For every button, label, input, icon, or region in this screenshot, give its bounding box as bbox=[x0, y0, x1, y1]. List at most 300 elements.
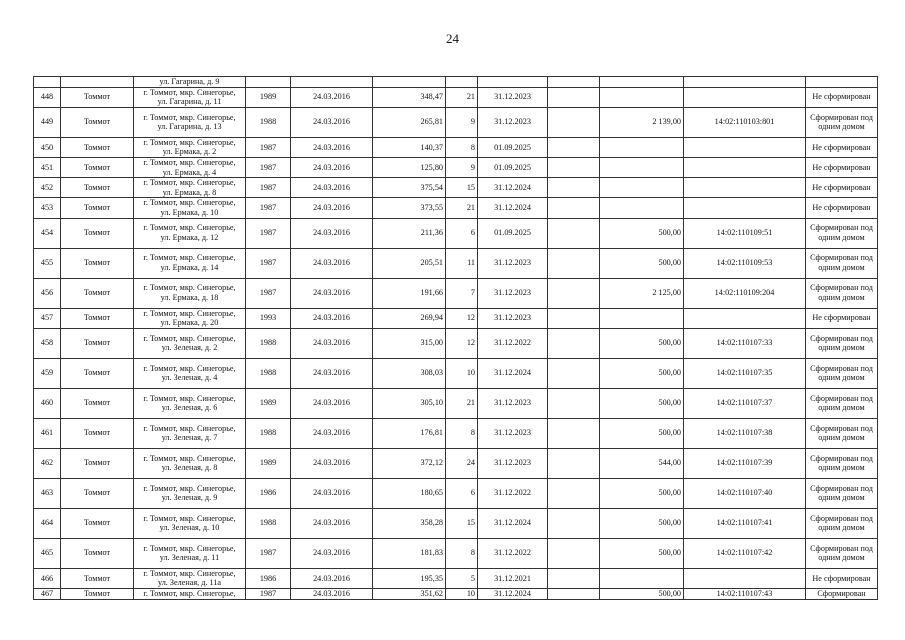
land-area-cell: 500,00 bbox=[600, 588, 684, 599]
land-area-cell: 500,00 bbox=[600, 248, 684, 278]
date-cell: 24.03.2016 bbox=[291, 478, 373, 508]
status-cell: Не сформирован bbox=[806, 157, 878, 177]
city-cell: Томмот bbox=[61, 87, 134, 107]
date-cell: 24.03.2016 bbox=[291, 157, 373, 177]
empty-cell bbox=[548, 358, 600, 388]
land-area-cell bbox=[600, 568, 684, 588]
table-row bbox=[34, 388, 878, 418]
deadline-cell: 31.12.2022 bbox=[478, 538, 548, 568]
year-cell: 1988 bbox=[246, 328, 291, 358]
address-line-2: ул. Ермака, д. 10 bbox=[160, 207, 219, 217]
cadastral-cell: 14:02:110107:37 bbox=[684, 388, 806, 418]
people-cell: 10 bbox=[446, 588, 478, 599]
city-cell: Томмот bbox=[61, 508, 134, 538]
address-line-1: г. Томмот, мкр. Синегорье, bbox=[143, 223, 236, 233]
date-cell: 24.03.2016 bbox=[291, 588, 373, 599]
date-cell: 24.03.2016 bbox=[291, 448, 373, 478]
city-cell: Томмот bbox=[61, 418, 134, 448]
date-cell: 24.03.2016 bbox=[291, 218, 373, 248]
address-line-1: г. Томмот, мкр. Синегорье, bbox=[143, 588, 236, 598]
cadastral-cell: 14:02:110107:41 bbox=[684, 508, 806, 538]
address-cell bbox=[134, 358, 246, 388]
land-area-cell bbox=[600, 87, 684, 107]
city-cell: Томмот bbox=[61, 248, 134, 278]
city-cell: Томмот bbox=[61, 107, 134, 137]
address-line-2: ул. Гагарина, д. 13 bbox=[157, 122, 222, 132]
date-cell: 24.03.2016 bbox=[291, 87, 373, 107]
row-number-cell: 462 bbox=[34, 448, 61, 478]
city-cell: Томмот bbox=[61, 218, 134, 248]
land-area-cell bbox=[600, 308, 684, 328]
year-cell: 1988 bbox=[246, 358, 291, 388]
row-number-cell: 456 bbox=[34, 278, 61, 308]
table-row bbox=[34, 418, 878, 448]
year-cell: 1989 bbox=[246, 448, 291, 478]
row-number-cell: 465 bbox=[34, 538, 61, 568]
deadline-cell: 01.09.2025 bbox=[478, 157, 548, 177]
status-cell: Сформирован под одним домом bbox=[806, 478, 878, 508]
empty-cell bbox=[548, 568, 600, 588]
land-area-cell: 500,00 bbox=[600, 388, 684, 418]
land-area-cell: 544,00 bbox=[600, 448, 684, 478]
empty-cell bbox=[548, 478, 600, 508]
land-area-cell bbox=[600, 198, 684, 218]
people-cell: 7 bbox=[446, 278, 478, 308]
address-line-2: ул. Ермака, д. 2 bbox=[162, 147, 217, 157]
empty-cell bbox=[548, 388, 600, 418]
table-row bbox=[34, 137, 878, 157]
land-area-cell: 500,00 bbox=[600, 218, 684, 248]
status-cell: Сформирован под одним домом bbox=[806, 107, 878, 137]
address-cell bbox=[134, 137, 246, 157]
area-cell: 375,54 bbox=[373, 178, 446, 198]
deadline-cell: 31.12.2023 bbox=[478, 87, 548, 107]
table-row bbox=[34, 198, 878, 218]
land-area-cell: 500,00 bbox=[600, 328, 684, 358]
address-cell bbox=[134, 248, 246, 278]
row-number-cell: 449 bbox=[34, 107, 61, 137]
year-cell: 1987 bbox=[246, 588, 291, 599]
deadline-cell: 31.12.2023 bbox=[478, 388, 548, 418]
city-cell: Томмот bbox=[61, 358, 134, 388]
status-cell: Не сформирован bbox=[806, 198, 878, 218]
row-number-cell: 454 bbox=[34, 218, 61, 248]
table-row bbox=[34, 278, 878, 308]
address-line-1: г. Томмот, мкр. Синегорье, bbox=[143, 87, 236, 97]
status-cell: Сформирован под одним домом bbox=[806, 448, 878, 478]
address-line-1: г. Томмот, мкр. Синегорье, bbox=[143, 283, 236, 293]
people-cell: 12 bbox=[446, 308, 478, 328]
address-line-1: г. Томмот, мкр. Синегорье, bbox=[143, 333, 236, 343]
people-cell: 5 bbox=[446, 568, 478, 588]
area-cell: 373,55 bbox=[373, 198, 446, 218]
year-cell: 1988 bbox=[246, 107, 291, 137]
row-number-cell: 448 bbox=[34, 87, 61, 107]
deadline-cell: 31.12.2024 bbox=[478, 178, 548, 198]
land-area-cell bbox=[600, 77, 684, 88]
year-cell: 1988 bbox=[246, 508, 291, 538]
address-line-1: г. Томмот, мкр. Синегорье, bbox=[143, 423, 236, 433]
date-cell: 24.03.2016 bbox=[291, 308, 373, 328]
deadline-cell: 31.12.2023 bbox=[478, 107, 548, 137]
table-row bbox=[34, 87, 878, 107]
area-cell: 351,62 bbox=[373, 588, 446, 599]
address-line-2: ул. Зеленая, д. 6 bbox=[161, 403, 218, 413]
housing-registry-table bbox=[33, 76, 878, 600]
address-line-2: ул. Ермака, д. 8 bbox=[162, 187, 217, 197]
land-area-cell bbox=[600, 178, 684, 198]
city-cell: Томмот bbox=[61, 137, 134, 157]
deadline-cell: 31.12.2023 bbox=[478, 448, 548, 478]
people-cell: 8 bbox=[446, 538, 478, 568]
status-cell: Сформирован bbox=[806, 588, 878, 599]
deadline-cell: 31.12.2022 bbox=[478, 478, 548, 508]
city-cell: Томмот bbox=[61, 568, 134, 588]
table-row bbox=[34, 248, 878, 278]
address-line-1: г. Томмот, мкр. Синегорье, bbox=[143, 308, 236, 318]
address-cell bbox=[134, 107, 246, 137]
city-cell: Томмот bbox=[61, 538, 134, 568]
land-area-cell: 2 139,00 bbox=[600, 107, 684, 137]
status-cell: Сформирован под одним домом bbox=[806, 358, 878, 388]
land-area-cell bbox=[600, 157, 684, 177]
area-cell: 180,65 bbox=[373, 478, 446, 508]
date-cell: 24.03.2016 bbox=[291, 178, 373, 198]
row-number-cell: 455 bbox=[34, 248, 61, 278]
address-cell bbox=[134, 328, 246, 358]
people-cell: 9 bbox=[446, 107, 478, 137]
date-cell: 24.03.2016 bbox=[291, 278, 373, 308]
city-cell: Томмот bbox=[61, 308, 134, 328]
city-cell: Томмот bbox=[61, 328, 134, 358]
row-number-cell: 457 bbox=[34, 308, 61, 328]
area-cell: 191,66 bbox=[373, 278, 446, 308]
deadline-cell: 31.12.2023 bbox=[478, 418, 548, 448]
address-line-1: г. Томмот, мкр. Синегорье, bbox=[143, 137, 236, 147]
area-cell: 195,35 bbox=[373, 568, 446, 588]
address-cell bbox=[134, 588, 246, 599]
empty-cell bbox=[548, 278, 600, 308]
status-cell: Не сформирован bbox=[806, 137, 878, 157]
people-cell: 15 bbox=[446, 508, 478, 538]
date-cell: 24.03.2016 bbox=[291, 388, 373, 418]
date-cell: 24.03.2016 bbox=[291, 198, 373, 218]
land-area-cell: 2 125,00 bbox=[600, 278, 684, 308]
people-cell: 24 bbox=[446, 448, 478, 478]
status-cell: Не сформирован bbox=[806, 568, 878, 588]
table-row bbox=[34, 508, 878, 538]
deadline-cell: 01.09.2025 bbox=[478, 218, 548, 248]
year-cell: 1987 bbox=[246, 278, 291, 308]
date-cell bbox=[291, 77, 373, 88]
row-number-cell: 463 bbox=[34, 478, 61, 508]
people-cell: 8 bbox=[446, 137, 478, 157]
address-cell bbox=[134, 538, 246, 568]
cadastral-cell: 14:02:110107:42 bbox=[684, 538, 806, 568]
address-line-2: ул. Гагарина, д. 11 bbox=[157, 97, 222, 107]
status-cell: Не сформирован bbox=[806, 308, 878, 328]
empty-cell bbox=[548, 308, 600, 328]
city-cell: Томмот bbox=[61, 278, 134, 308]
address-line-2: ул. Ермака, д. 18 bbox=[160, 293, 219, 303]
empty-cell bbox=[548, 87, 600, 107]
city-cell bbox=[61, 77, 134, 88]
area-cell: 308,03 bbox=[373, 358, 446, 388]
cadastral-cell bbox=[684, 157, 806, 177]
address-line-2: ул. Зеленая, д. 8 bbox=[161, 463, 218, 473]
address-cell bbox=[134, 87, 246, 107]
year-cell: 1986 bbox=[246, 568, 291, 588]
land-area-cell: 500,00 bbox=[600, 478, 684, 508]
status-cell: Не сформирован bbox=[806, 178, 878, 198]
cadastral-cell bbox=[684, 308, 806, 328]
status-cell: Не сформирован bbox=[806, 87, 878, 107]
land-area-cell: 500,00 bbox=[600, 538, 684, 568]
row-number-cell: 466 bbox=[34, 568, 61, 588]
row-number-cell bbox=[34, 77, 61, 88]
date-cell: 24.03.2016 bbox=[291, 107, 373, 137]
land-area-cell bbox=[600, 137, 684, 157]
address-line-2: ул. Зеленая, д. 11а bbox=[157, 578, 222, 588]
city-cell: Томмот bbox=[61, 388, 134, 418]
address-line-2: ул. Зеленая, д. 9 bbox=[161, 493, 218, 503]
city-cell: Томмот bbox=[61, 478, 134, 508]
city-cell: Томмот bbox=[61, 178, 134, 198]
address-line-1: г. Томмот, мкр. Синегорье, bbox=[143, 453, 236, 463]
cadastral-cell: 14:02:110107:38 bbox=[684, 418, 806, 448]
cadastral-cell bbox=[684, 178, 806, 198]
date-cell: 24.03.2016 bbox=[291, 358, 373, 388]
page-number: 24 bbox=[446, 31, 459, 46]
empty-cell bbox=[548, 218, 600, 248]
land-area-cell: 500,00 bbox=[600, 358, 684, 388]
table-row bbox=[34, 568, 878, 588]
row-number-cell: 452 bbox=[34, 178, 61, 198]
address-cell: ул. Гагарина, д. 9 bbox=[134, 77, 246, 88]
address-line-1: г. Томмот, мкр. Синегорье, bbox=[143, 483, 236, 493]
deadline-cell: 31.12.2023 bbox=[478, 278, 548, 308]
address-line-2: ул. Зеленая, д. 4 bbox=[161, 373, 218, 383]
cadastral-cell: 14:02:110107:33 bbox=[684, 328, 806, 358]
address-line-2: ул. Ермака, д. 20 bbox=[160, 318, 219, 328]
land-area-cell: 500,00 bbox=[600, 508, 684, 538]
year-cell: 1989 bbox=[246, 87, 291, 107]
status-cell: Сформирован под одним домом bbox=[806, 388, 878, 418]
deadline-cell: 31.12.2024 bbox=[478, 588, 548, 599]
area-cell: 348,47 bbox=[373, 87, 446, 107]
table-row bbox=[34, 157, 878, 177]
address-cell bbox=[134, 448, 246, 478]
address-line-2: ул. Ермака, д. 4 bbox=[162, 167, 217, 177]
row-number-cell: 450 bbox=[34, 137, 61, 157]
date-cell: 24.03.2016 bbox=[291, 538, 373, 568]
table-row bbox=[34, 218, 878, 248]
people-cell: 11 bbox=[446, 248, 478, 278]
land-area-cell: 500,00 bbox=[600, 418, 684, 448]
date-cell: 24.03.2016 bbox=[291, 418, 373, 448]
row-number-cell: 460 bbox=[34, 388, 61, 418]
row-number-cell: 467 bbox=[34, 588, 61, 599]
cadastral-cell: 14:02:110107:35 bbox=[684, 358, 806, 388]
cadastral-cell bbox=[684, 87, 806, 107]
area-cell: 358,28 bbox=[373, 508, 446, 538]
empty-cell bbox=[548, 448, 600, 478]
table-row-continued bbox=[34, 77, 878, 88]
table-row bbox=[34, 328, 878, 358]
deadline-cell: 31.12.2024 bbox=[478, 508, 548, 538]
deadline-cell: 31.12.2022 bbox=[478, 328, 548, 358]
year-cell: 1987 bbox=[246, 178, 291, 198]
address-line-1: г. Томмот, мкр. Синегорье, bbox=[143, 178, 236, 188]
address-cell bbox=[134, 218, 246, 248]
area-cell: 265,81 bbox=[373, 107, 446, 137]
year-cell: 1987 bbox=[246, 538, 291, 568]
address-cell bbox=[134, 508, 246, 538]
cadastral-cell: 14:02:110107:39 bbox=[684, 448, 806, 478]
status-cell: Сформирован под одним домом bbox=[806, 248, 878, 278]
address-line-2: ул. Зеленая, д. 7 bbox=[161, 433, 218, 443]
people-cell: 6 bbox=[446, 218, 478, 248]
cadastral-cell: 14:02:110107:43 bbox=[684, 588, 806, 599]
status-cell: Сформирован под одним домом bbox=[806, 418, 878, 448]
table-row bbox=[34, 588, 878, 599]
empty-cell bbox=[548, 328, 600, 358]
people-cell: 9 bbox=[446, 157, 478, 177]
area-cell: 205,51 bbox=[373, 248, 446, 278]
status-cell: Сформирован под одним домом bbox=[806, 328, 878, 358]
address-line-2: ул. Ермака, д. 14 bbox=[160, 263, 219, 273]
empty-cell bbox=[548, 538, 600, 568]
area-cell: 125,80 bbox=[373, 157, 446, 177]
deadline-cell: 31.12.2024 bbox=[478, 198, 548, 218]
address-cell bbox=[134, 198, 246, 218]
address-cell bbox=[134, 178, 246, 198]
area-cell: 181,83 bbox=[373, 538, 446, 568]
address-cell bbox=[134, 568, 246, 588]
cadastral-cell bbox=[684, 137, 806, 157]
people-cell bbox=[446, 77, 478, 88]
cadastral-cell bbox=[684, 198, 806, 218]
empty-cell bbox=[548, 107, 600, 137]
city-cell: Томмот bbox=[61, 157, 134, 177]
year-cell: 1987 bbox=[246, 137, 291, 157]
table-row bbox=[34, 448, 878, 478]
cadastral-cell bbox=[684, 568, 806, 588]
area-cell bbox=[373, 77, 446, 88]
area-cell: 305,10 bbox=[373, 388, 446, 418]
year-cell: 1987 bbox=[246, 198, 291, 218]
address-line-1: г. Томмот, мкр. Синегорье, bbox=[143, 112, 236, 122]
row-number-cell: 453 bbox=[34, 198, 61, 218]
date-cell: 24.03.2016 bbox=[291, 137, 373, 157]
empty-cell bbox=[548, 77, 600, 88]
address-line-2: ул. Зеленая, д. 2 bbox=[161, 343, 218, 353]
area-cell: 211,36 bbox=[373, 218, 446, 248]
table-row bbox=[34, 308, 878, 328]
area-cell: 140,37 bbox=[373, 137, 446, 157]
address-line-2: ул. Зеленая, д. 11 bbox=[159, 553, 220, 563]
deadline-cell: 01.09.2025 bbox=[478, 137, 548, 157]
date-cell: 24.03.2016 bbox=[291, 568, 373, 588]
deadline-cell: 31.12.2021 bbox=[478, 568, 548, 588]
row-number-cell: 464 bbox=[34, 508, 61, 538]
address-line-1: г. Томмот, мкр. Синегорье, bbox=[143, 253, 236, 263]
address-line-1: г. Томмот, мкр. Синегорье, bbox=[143, 157, 236, 167]
address-line-1: г. Томмот, мкр. Синегорье, bbox=[143, 513, 236, 523]
people-cell: 10 bbox=[446, 358, 478, 388]
empty-cell bbox=[548, 198, 600, 218]
year-cell bbox=[246, 77, 291, 88]
row-number-cell: 458 bbox=[34, 328, 61, 358]
table-row bbox=[34, 358, 878, 388]
city-cell: Томмот bbox=[61, 588, 134, 599]
year-cell: 1987 bbox=[246, 248, 291, 278]
address-line-2: ул. Зеленая, д. 10 bbox=[159, 523, 220, 533]
status-cell: Сформирован под одним домом bbox=[806, 278, 878, 308]
people-cell: 21 bbox=[446, 388, 478, 418]
address-cell bbox=[134, 418, 246, 448]
date-cell: 24.03.2016 bbox=[291, 508, 373, 538]
deadline-cell: 31.12.2024 bbox=[478, 358, 548, 388]
year-cell: 1989 bbox=[246, 388, 291, 418]
row-number-cell: 461 bbox=[34, 418, 61, 448]
cadastral-cell: 14:02:110109:51 bbox=[684, 218, 806, 248]
address-line-1: г. Томмот, мкр. Синегорье, bbox=[143, 543, 236, 553]
year-cell: 1987 bbox=[246, 157, 291, 177]
status-cell bbox=[806, 77, 878, 88]
cadastral-cell: 14:02:110109:53 bbox=[684, 248, 806, 278]
people-cell: 21 bbox=[446, 198, 478, 218]
status-cell: Сформирован под одним домом bbox=[806, 508, 878, 538]
empty-cell bbox=[548, 248, 600, 278]
table-row bbox=[34, 107, 878, 137]
address-cell bbox=[134, 308, 246, 328]
cadastral-cell bbox=[684, 77, 806, 88]
area-cell: 176,81 bbox=[373, 418, 446, 448]
row-number-cell: 459 bbox=[34, 358, 61, 388]
empty-cell bbox=[548, 418, 600, 448]
status-cell: Сформирован под одним домом bbox=[806, 538, 878, 568]
table-body bbox=[34, 77, 878, 600]
people-cell: 8 bbox=[446, 418, 478, 448]
date-cell: 24.03.2016 bbox=[291, 248, 373, 278]
cadastral-cell: 14:02:110103:801 bbox=[684, 107, 806, 137]
people-cell: 12 bbox=[446, 328, 478, 358]
address-cell bbox=[134, 157, 246, 177]
people-cell: 21 bbox=[446, 87, 478, 107]
cadastral-cell: 14:02:110109:204 bbox=[684, 278, 806, 308]
address-line-1: г. Томмот, мкр. Синегорье, bbox=[143, 568, 236, 578]
area-cell: 315,00 bbox=[373, 328, 446, 358]
table-row bbox=[34, 178, 878, 198]
date-cell: 24.03.2016 bbox=[291, 328, 373, 358]
year-cell: 1993 bbox=[246, 308, 291, 328]
address-cell bbox=[134, 388, 246, 418]
address-line-2: ул. Ермака, д. 12 bbox=[160, 233, 219, 243]
people-cell: 15 bbox=[446, 178, 478, 198]
empty-cell bbox=[548, 588, 600, 599]
empty-cell bbox=[548, 508, 600, 538]
address-cell bbox=[134, 478, 246, 508]
year-cell: 1986 bbox=[246, 478, 291, 508]
people-cell: 6 bbox=[446, 478, 478, 508]
empty-cell bbox=[548, 178, 600, 198]
year-cell: 1987 bbox=[246, 218, 291, 248]
area-cell: 269,94 bbox=[373, 308, 446, 328]
empty-cell bbox=[548, 157, 600, 177]
year-cell: 1988 bbox=[246, 418, 291, 448]
city-cell: Томмот bbox=[61, 198, 134, 218]
